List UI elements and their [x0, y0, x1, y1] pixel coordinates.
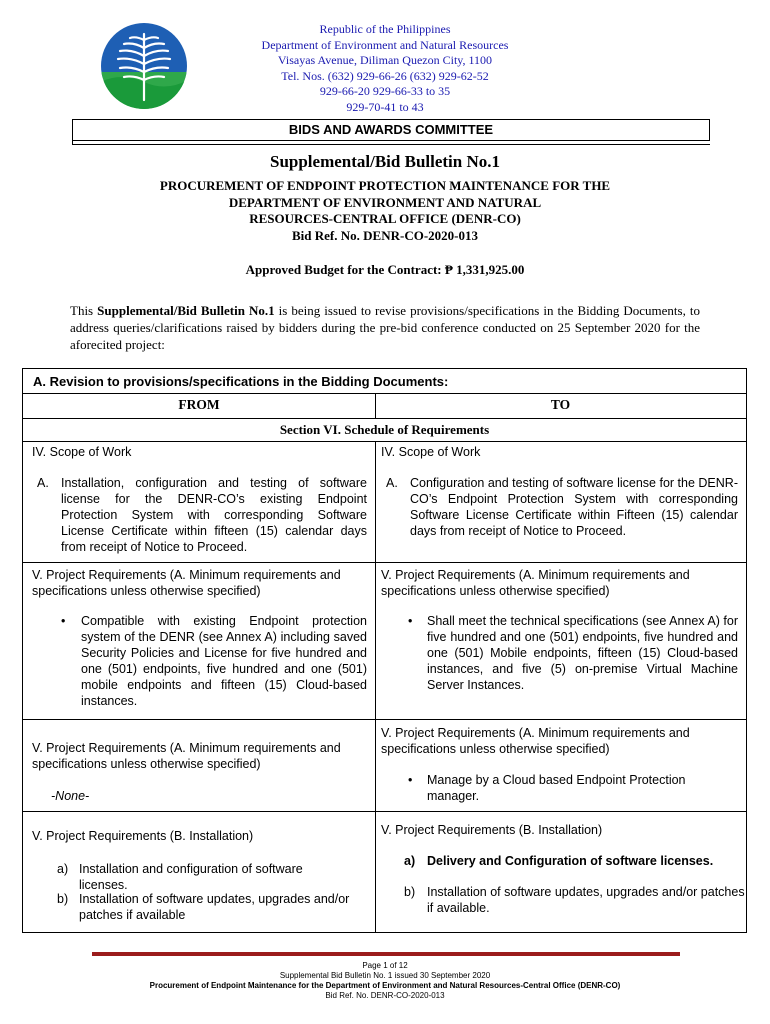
to-header: TO [550, 397, 571, 412]
left-v1-heading [32, 567, 367, 599]
footer-ref: Bid Ref. No. DENR-CO-2020-013 [325, 991, 445, 1000]
left-v1-bullet-mark: • [61, 614, 66, 628]
revision-table [22, 368, 747, 933]
left-a2-label: a) [57, 862, 69, 876]
approved-budget: Approved Budget for the Contract: ₱ 1,331,925.00 [245, 262, 525, 277]
bulletin-title: Supplemental/Bid Bulletin No.1 [269, 152, 501, 171]
letterhead [200, 22, 570, 115]
left-b2-label: b) [57, 892, 69, 906]
committee-banner: BIDS AND AWARDS COMMITTEE [72, 119, 710, 141]
right-b2-text: Installation of software updates, upgrades and/or patches if available. [427, 885, 745, 915]
left-a-label: A. [37, 476, 49, 490]
section-vi-heading: Section VI. Schedule of Requirements [279, 422, 490, 437]
right-v2-bullet-mark: • [408, 773, 413, 787]
intro-bold: Supplemental/Bid Bulletin No.1 [97, 303, 275, 318]
right-v1-bullet: Shall meet the technical specifications (see Annex A) for five hundred and one (501) endpoints, five hundred and one (501) Mobile endpoints, fifteen (15) Cloud-based instances, and five (5) on-premise Virtual Machine Server Instances. [427, 614, 738, 692]
intro-paragraph [70, 302, 700, 353]
right-a-text: Configuration and testing of software license for the DENR-CO’s Endpoint Protection System with corresponding Software License Certificate within Fifteen (15) calendar days from receipt of Notice to Proceed. [410, 476, 738, 538]
right-v1-heading: V. Project Requirements (A. Minimum requirements and specifications unless otherwise specified) [381, 568, 690, 598]
procurement-line: PROCUREMENT OF ENDPOINT PROTECTION MAINTENANCE FOR THE [159, 178, 611, 193]
right-v2-bullet: Manage by a Cloud based Endpoint Protection manager. [427, 773, 686, 803]
procurement-title [90, 178, 680, 244]
from-header: FROM [178, 397, 220, 412]
letterhead-line: Tel. Nos. (632) 929-66-26 (632) 929-62-52 [281, 68, 489, 83]
intro-post: is being issued to revise provisions/specifications in the Bidding Documents, to address queries/clarifications raised by bidders during the pre-bid conference conducted on 25 September 2020 for the aforecited project: [70, 303, 700, 352]
letterhead-line: Visayas Avenue, Diliman Quezon City, 1100 [277, 53, 493, 67]
right-v2-heading: V. Project Requirements (A. Minimum requirements and specifications unless otherwise specified) [381, 726, 690, 756]
letterhead-line: Department of Environment and Natural Resources [261, 37, 509, 52]
bid-reference: Bid Ref. No. DENR-CO-2020-013 [292, 227, 478, 243]
right-a-label: A. [386, 476, 398, 490]
footer-issued: Supplemental Bid Bulletin No. 1 issued 30 September 2020 [279, 971, 491, 980]
right-scope-heading: IV. Scope of Work [381, 445, 481, 459]
intro-pre: This [70, 303, 98, 318]
right-v3-heading: V. Project Requirements (B. Installation) [381, 823, 603, 837]
left-a2-text: Installation and configuration of software licenses. [79, 862, 303, 892]
right-a2-text: Delivery and Configuration of software licenses. [427, 854, 714, 868]
left-v3-heading: V. Project Requirements (B. Installation) [32, 829, 254, 843]
denr-logo [100, 22, 188, 110]
footer-rule [92, 952, 680, 956]
letterhead-line: 929-66-20 929-66-33 to 35 [319, 84, 451, 98]
left-v1-bullet: Compatible with existing Endpoint protection system of the DENR (see Annex A) including saved Security Policies and License for five hundred and one (501) endpoints, five hundred and one (501) mobile endpoints and fifteen (15) Cloud-based instances. [81, 614, 367, 708]
left-scope-heading: IV. Scope of Work [32, 445, 132, 459]
footer-project: Procurement of Endpoint Maintenance for the Department of Environment and Natural Resources-Central Office (DENR-CO) [149, 981, 621, 990]
left-v1-text: V. Project Requirements (A. Minimum requirements and specifications unless otherwise specified) [32, 568, 341, 598]
left-none: -None- [51, 789, 90, 803]
letterhead-line: 929-70-41 to 43 [346, 99, 424, 114]
procurement-line: DEPARTMENT OF ENVIRONMENT AND NATURAL [228, 194, 542, 210]
page-number: Page 1 of 12 [362, 961, 408, 970]
left-b2-text: Installation of software updates, upgrades and/or patches if available [79, 892, 350, 922]
section-a-heading: A. Revision to provisions/specifications in the Bidding Documents: [33, 374, 449, 389]
left-a-text: Installation, configuration and testing of software license for the DENR-CO’s existing Endpoint Protection System with corresponding Software License Certificate within fifteen (15) calendar days from receipt of Notice to Proceed. [61, 476, 367, 554]
right-a2-label: a) [404, 854, 416, 868]
procurement-line: RESOURCES-CENTRAL OFFICE (DENR-CO) [249, 211, 521, 226]
left-v2-heading: V. Project Requirements (A. Minimum requirements and specifications unless otherwise specified) [32, 741, 341, 771]
right-v1-bullet-mark: • [408, 614, 413, 628]
letterhead-line: Republic of the Philippines [319, 22, 451, 36]
right-b2-label: b) [404, 885, 416, 899]
